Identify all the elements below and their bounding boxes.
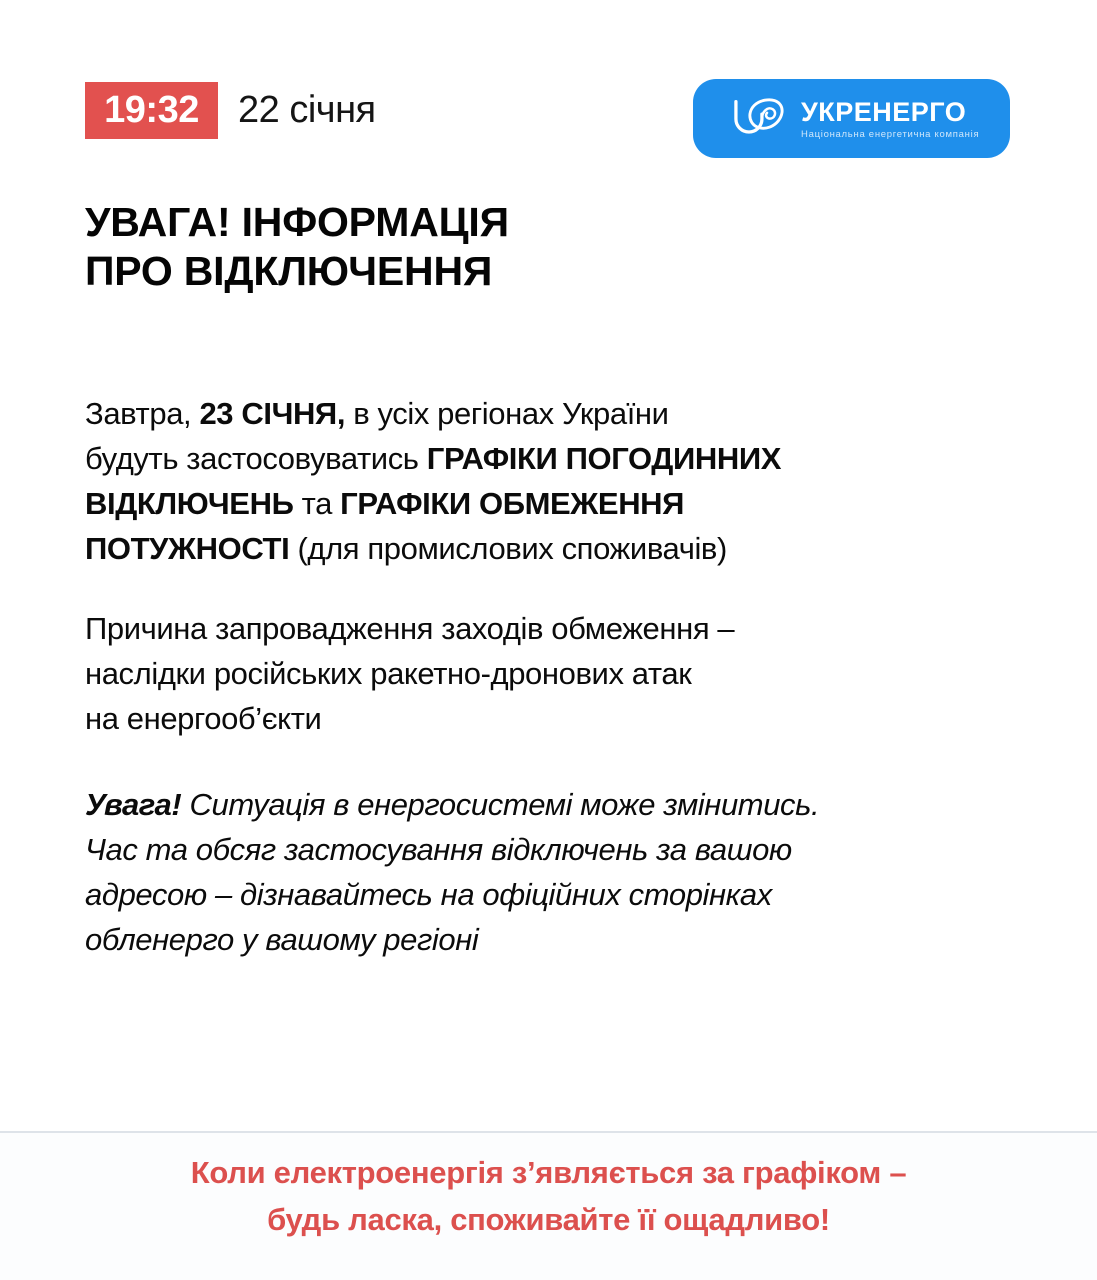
date-label: 22 січня (238, 89, 376, 131)
ukrenergo-brand-badge (693, 79, 1010, 158)
footer-line1: Коли електроенергія з’являється за графіком – (190, 1155, 907, 1190)
footer-line2: будь ласка, споживайте її ощадливо! (267, 1202, 830, 1237)
announcement-paragraph-notice: Увага! Ситуація в енергосистемі може змінитись. Час та обсяг застосування відключень за вашою адресою – дізнавайтесь на офіційних сторінках обленерго у вашому регіоні (85, 787, 820, 957)
page-title (85, 198, 509, 296)
brand-text-block (801, 98, 979, 140)
announcement-paragraph-schedules: Завтра, 23 СІЧНЯ, в усіх регіонах України будуть застосовуватись ГРАФІКИ ПОГОДИННИХ ВІДКЛЮЧЕНЬ та ГРАФІКИ ОБМЕЖЕННЯ ПОТУЖНОСТІ (для промислових споживачів) (85, 396, 781, 566)
time-badge (85, 82, 218, 139)
footer-call-to-action (0, 1133, 1097, 1280)
ukrenergo-logo-icon (729, 93, 791, 145)
announcement-paragraph-reason: Причина запровадження заходів обмеження – наслідки російських ракетно-дронових атак на енергооб’єкти (85, 611, 735, 736)
brand-tagline: Національна енергетична компанія (801, 128, 980, 140)
page-title-line1: УВАГА! ІНФОРМАЦІЯ (85, 199, 509, 245)
post-date (238, 82, 376, 139)
brand-name: УКРЕНЕРГО (801, 96, 967, 127)
time-label: 19:32 (104, 89, 199, 131)
page-title-line2: ПРО ВІДКЛЮЧЕННЯ (85, 248, 493, 294)
